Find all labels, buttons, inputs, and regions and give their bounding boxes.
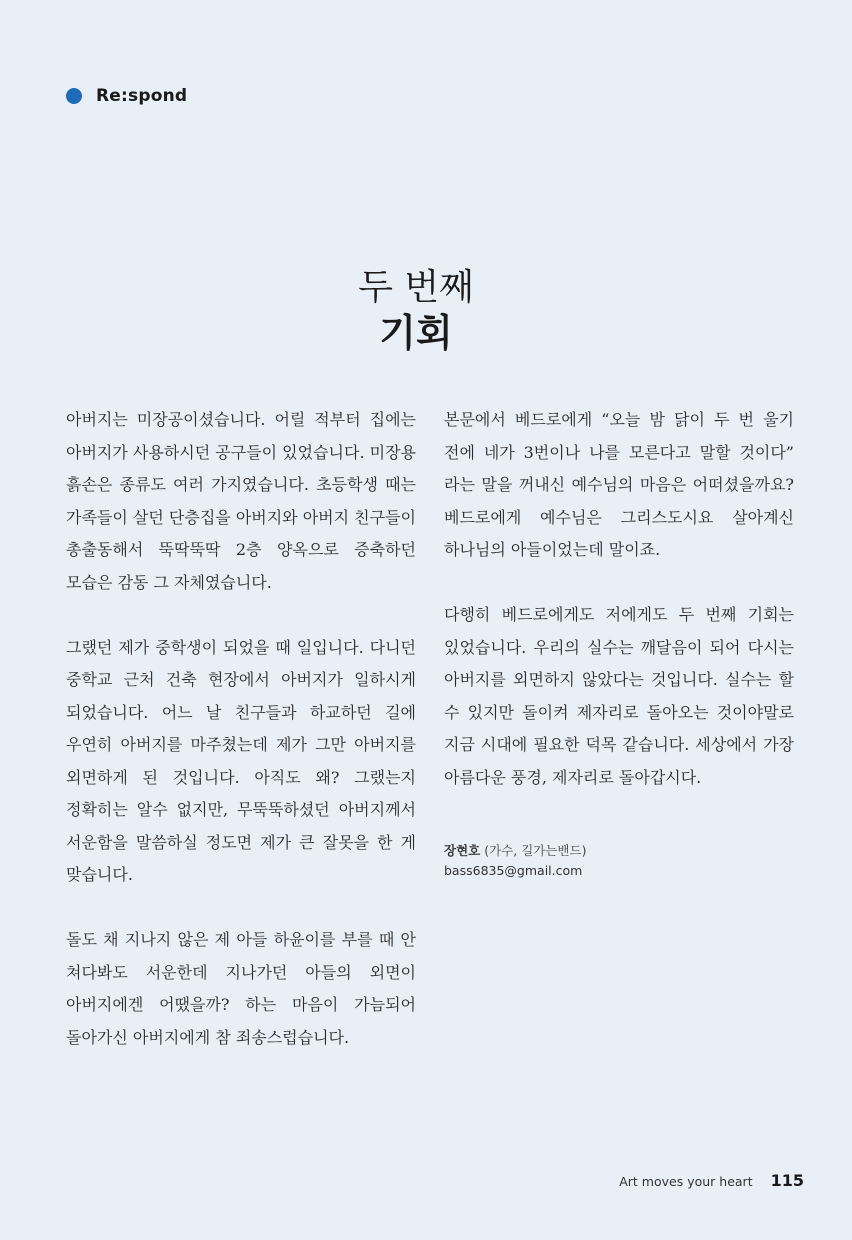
author-name: 장현호 xyxy=(444,842,481,858)
section-tag xyxy=(66,86,187,106)
author-info xyxy=(444,841,794,881)
left-column xyxy=(66,404,416,1054)
right-column xyxy=(444,404,794,881)
body-paragraph: 본문에서 베드로에게 “오늘 밤 닭이 두 번 울기 전에 네가 3번이나 나를 모른다고 말할 것이다” 라는 말을 꺼내신 예수님의 마음은 어떠셨을까요? 베드로에게 예수님은 그리스도시요 살아계신 하나님의 아들이었는데 말이죠. xyxy=(444,410,794,559)
article-title xyxy=(0,266,832,356)
body-paragraph: 그랬던 제가 중학생이 되었을 때 일입니다. 다니던 중학교 근처 건축 현장에서 아버지가 일하시게 되었습니다. 어느 날 친구들과 하교하던 길에 우연히 아버지를 마주쳤는데 제가 그만 아버지를 외면하게 된 것입니다. 아직도 왜? 그랬는지 정확히는 알수 없지만, 무뚝뚝하셨던 아버지께서 서운함을 말씀하실 정도면 제가 큰 잘못을 한 게 맞습니다. xyxy=(66,637,416,884)
section-dot-icon xyxy=(66,88,82,104)
body-paragraph: 아버지는 미장공이셨습니다. 어릴 적부터 집에는 아버지가 사용하시던 공구들이 있었습니다. 미장용 흙손은 종류도 여러 가지였습니다. 초등학생 때는 가족들이 살던 단층집을 아버지와 아버지 친구들이 총출동해서 뚝딱뚝딱 2층 양옥으로 증축하던 모습은 감동 그 자체였습니다. xyxy=(66,410,417,592)
section-label: Re:spond xyxy=(96,86,188,106)
title-line-2: 기회 xyxy=(379,311,453,355)
author-role: (가수, 길가는밴드) xyxy=(484,842,587,858)
page-footer xyxy=(619,1171,804,1190)
body-paragraph: 돌도 채 지나지 않은 제 아들 하윤이를 부를 때 안 쳐다봐도 서운한데 지나가던 아들의 외면이 아버지에겐 어땠을까? 하는 마음이 가늠되어 돌아가신 아버지에게 참 죄송스럽습니다. xyxy=(66,930,416,1047)
footer-tagline: Art moves your heart xyxy=(619,1174,753,1189)
body-paragraph: 다행히 베드로에게도 저에게도 두 번째 기회는 있었습니다. 우리의 실수는 깨달음이 되어 다시는 아버지를 외면하지 않았다는 것입니다. 실수는 할 수 있지만 돌이켜 제자리로 돌아오는 것이야말로 지금 시대에 필요한 덕목 같습니다. 세상에서 가장 아름다운 풍경, 제자리로 돌아갑시다. xyxy=(444,605,794,787)
author-email: bass6835@gmail.com xyxy=(444,862,583,878)
page-number: 115 xyxy=(770,1171,804,1190)
title-line-1: 두 번째 xyxy=(358,267,474,308)
